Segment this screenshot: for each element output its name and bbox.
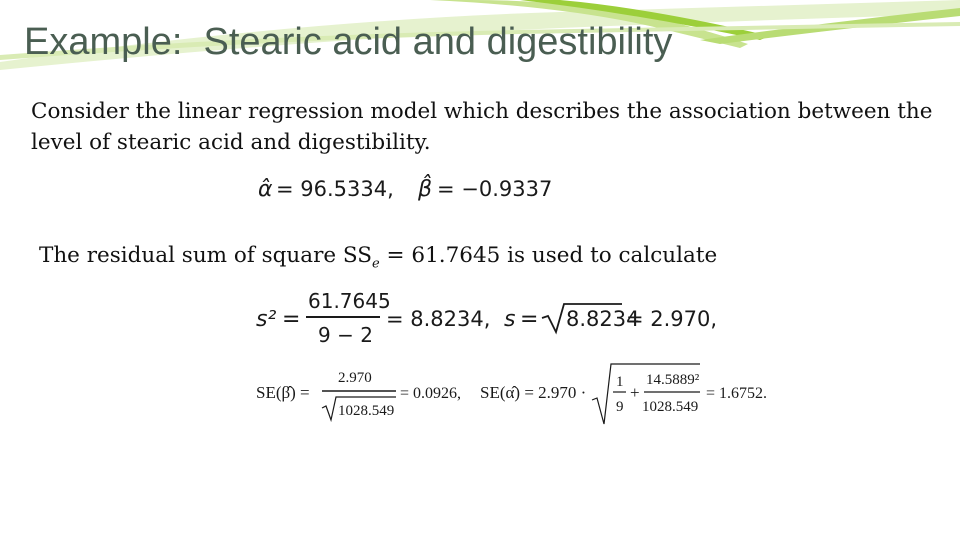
variance-denominator: 9 − 2	[318, 323, 373, 347]
se-beta-result: = 0.0926,	[400, 385, 462, 402]
beta-hat-value: = −0.9337	[437, 177, 553, 201]
variance-equation	[250, 288, 720, 348]
residual-text-start: The residual sum of square SS	[39, 243, 373, 268]
residual-text-end: = 61.7645 is used to calculate	[379, 243, 718, 268]
equals-sign-1: =	[282, 307, 301, 332]
beta-hat-symbol: β̂	[418, 177, 433, 202]
estimates-equation	[250, 168, 570, 208]
s-squared-result: = 8.8234,	[386, 307, 491, 331]
alpha-hat-value: = 96.5334,	[276, 177, 394, 201]
alpha-hat-symbol: α̂	[258, 177, 273, 202]
residual-sentence	[39, 240, 717, 271]
se-beta-label: SE(β̂) =	[256, 383, 310, 402]
frac1-numerator: 1	[616, 374, 624, 390]
s-squared-symbol: s²	[256, 307, 277, 332]
s-result: = 2.970,	[626, 307, 718, 331]
se-alpha-label: SE(α̂) = 2.970 ·	[480, 383, 587, 402]
se-beta-denominator: 1028.549	[338, 403, 395, 419]
intro-paragraph: Consider the linear regression model which describes the association between the level of stearic acid and digestibility.	[31, 99, 933, 155]
variance-numerator: 61.7645	[308, 289, 391, 313]
s-radicand: 8.8234	[566, 307, 640, 331]
residual-subscript: e	[372, 256, 380, 272]
frac2-numerator: 14.5889²	[646, 372, 700, 388]
frac1-denominator: 9	[616, 399, 624, 415]
frac2-denominator: 1028.549	[642, 399, 699, 415]
standard-error-equation	[254, 360, 774, 426]
plus-sign: +	[630, 383, 640, 402]
se-beta-numerator: 2.970	[338, 370, 372, 386]
slide-title: Example: Stearic acid and digestibility	[24, 21, 673, 63]
equals-sign-2: =	[520, 307, 539, 332]
se-alpha-result: = 1.6752.	[706, 385, 768, 402]
s-symbol: s	[504, 307, 516, 332]
